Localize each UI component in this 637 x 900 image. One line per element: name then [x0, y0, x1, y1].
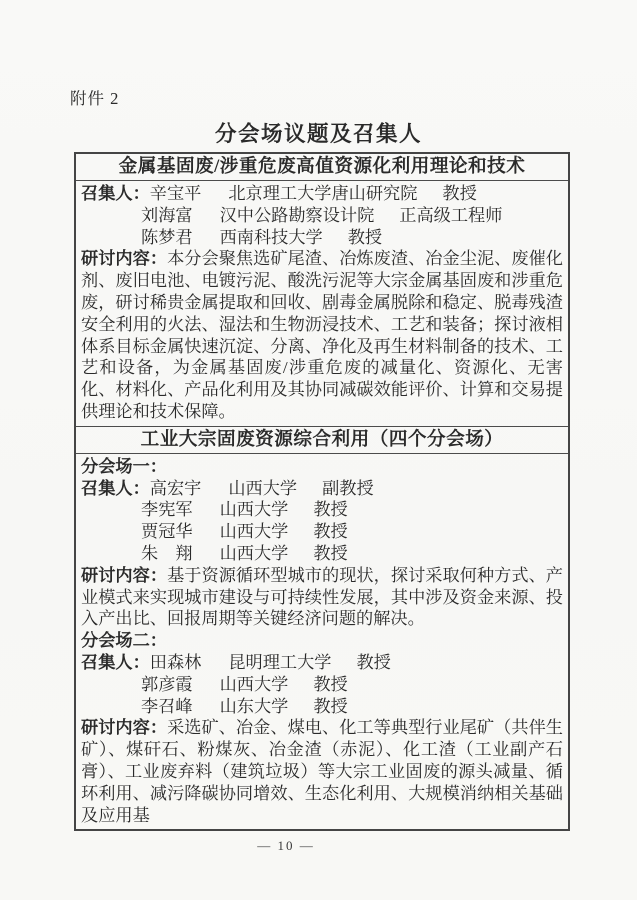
convener-affiliation: 昆明理工大学 [228, 652, 332, 672]
convener-name: 郭彦霞 [141, 674, 193, 694]
convener-affiliation: 汉中公路勘察设计院 [219, 205, 375, 225]
page-title: 分会场议题及召集人 [214, 122, 422, 146]
attachment-label: 附件 2 [70, 89, 120, 108]
convener-row [81, 205, 563, 227]
convener-title: 教授 [442, 184, 477, 203]
convener-name: 李召峰 [141, 696, 193, 716]
convener-name: 高宏宇 [149, 478, 202, 498]
convener-title: 教授 [313, 696, 348, 716]
convener-title: 教授 [313, 522, 348, 542]
section-2-body [76, 454, 568, 830]
convener-row [81, 521, 563, 543]
convener-row [81, 674, 563, 696]
convener-name: 田森林 [149, 652, 202, 672]
convener-name: 贾冠华 [141, 522, 193, 542]
conveners-label: 召集人： [81, 652, 150, 672]
convener-row [81, 183, 563, 205]
topic-label: 研讨内容： [81, 565, 168, 585]
convener-affiliation: 山西大学 [219, 522, 289, 542]
convener-title: 教授 [313, 543, 348, 563]
conveners-label: 召集人： [81, 184, 150, 203]
convener-name: 陈梦君 [141, 227, 193, 247]
convener-name: 朱 翔 [141, 543, 193, 563]
convener-affiliation: 山西大学 [219, 500, 289, 520]
convener-title: 副教授 [322, 478, 374, 498]
convener-title: 教授 [313, 500, 348, 520]
section-2-header: 工业大宗固废资源综合利用（四个分会场） [76, 426, 568, 454]
topic-text: 基于资源循环型城市的现状，探讨采取何种方式、产业模式来实现城市建设与可持续性发展，其中涉及资金来源、投入产出比、回报周期等关键经济问题的解决。 [81, 565, 563, 629]
topic-text: 本分会聚焦选矿尾渣、冶炼废渣、冶金尘泥、废催化剂、废旧电池、电镀污泥、酸洗污泥等大宗金属基固废和涉重危废，研讨稀贵金属提取和回收、剧毒金属脱除和稳定、脱毒残渣安全利用的火法、湿法和生物沥浸技术、工艺和装备；探讨液相体系目标金属快速沉淀、分离、净化及再生材料制备的技术、工艺和设备，为金属基固废/涉重危废的减量化、资源化、无害化、材料化、产品化利用及其协同减碳效能评价、计算和交易提供理论和技术保障。 [81, 249, 563, 421]
convener-name: 辛宝平 [149, 184, 202, 203]
topic-paragraph [81, 717, 563, 826]
convener-name: 刘海富 [141, 205, 193, 225]
section-1-header: 金属基固废/涉重危废高值资源化利用理论和技术 [76, 154, 568, 181]
page-number: — 10 — [257, 838, 315, 853]
convener-row [81, 227, 563, 249]
topic-paragraph [81, 248, 563, 422]
convener-affiliation: 北京理工大学唐山研究院 [228, 184, 418, 203]
convener-affiliation: 山东大学 [219, 696, 289, 716]
section-1-body [76, 181, 568, 426]
convener-title: 教授 [313, 674, 348, 694]
convener-affiliation: 山西大学 [219, 543, 289, 563]
convener-title: 教授 [347, 227, 383, 247]
topic-label: 研讨内容： [81, 718, 168, 738]
convener-affiliation: 山西大学 [228, 478, 298, 498]
convener-row [81, 499, 563, 521]
convener-title: 教授 [356, 652, 391, 672]
session-table [74, 152, 570, 831]
topic-text: 采选矿、冶金、煤电、化工等典型行业尾矿（共伴生矿）、煤矸石、粉煤灰、冶金渣（赤泥）、化工渣（工业副产石膏）、工业废弃料（建筑垃圾）等大宗工业固废的源头减量、循环利用、减污降碳协同增效、生态化利用、大规模消纳相关基础及应用基 [81, 718, 563, 825]
convener-row [81, 543, 563, 565]
subsession-1-label: 分会场一： [81, 456, 167, 476]
convener-row [81, 696, 563, 718]
convener-affiliation: 山西大学 [219, 674, 289, 694]
topic-paragraph [81, 565, 563, 630]
convener-row [81, 478, 563, 500]
convener-affiliation: 西南科技大学 [219, 227, 323, 247]
topic-label: 研讨内容： [81, 249, 168, 269]
convener-name: 李宪军 [141, 500, 193, 520]
convener-row [81, 652, 563, 674]
convener-title: 正高级工程师 [399, 205, 503, 225]
subsession-2-label: 分会场二： [81, 631, 167, 651]
conveners-label: 召集人： [81, 478, 150, 498]
